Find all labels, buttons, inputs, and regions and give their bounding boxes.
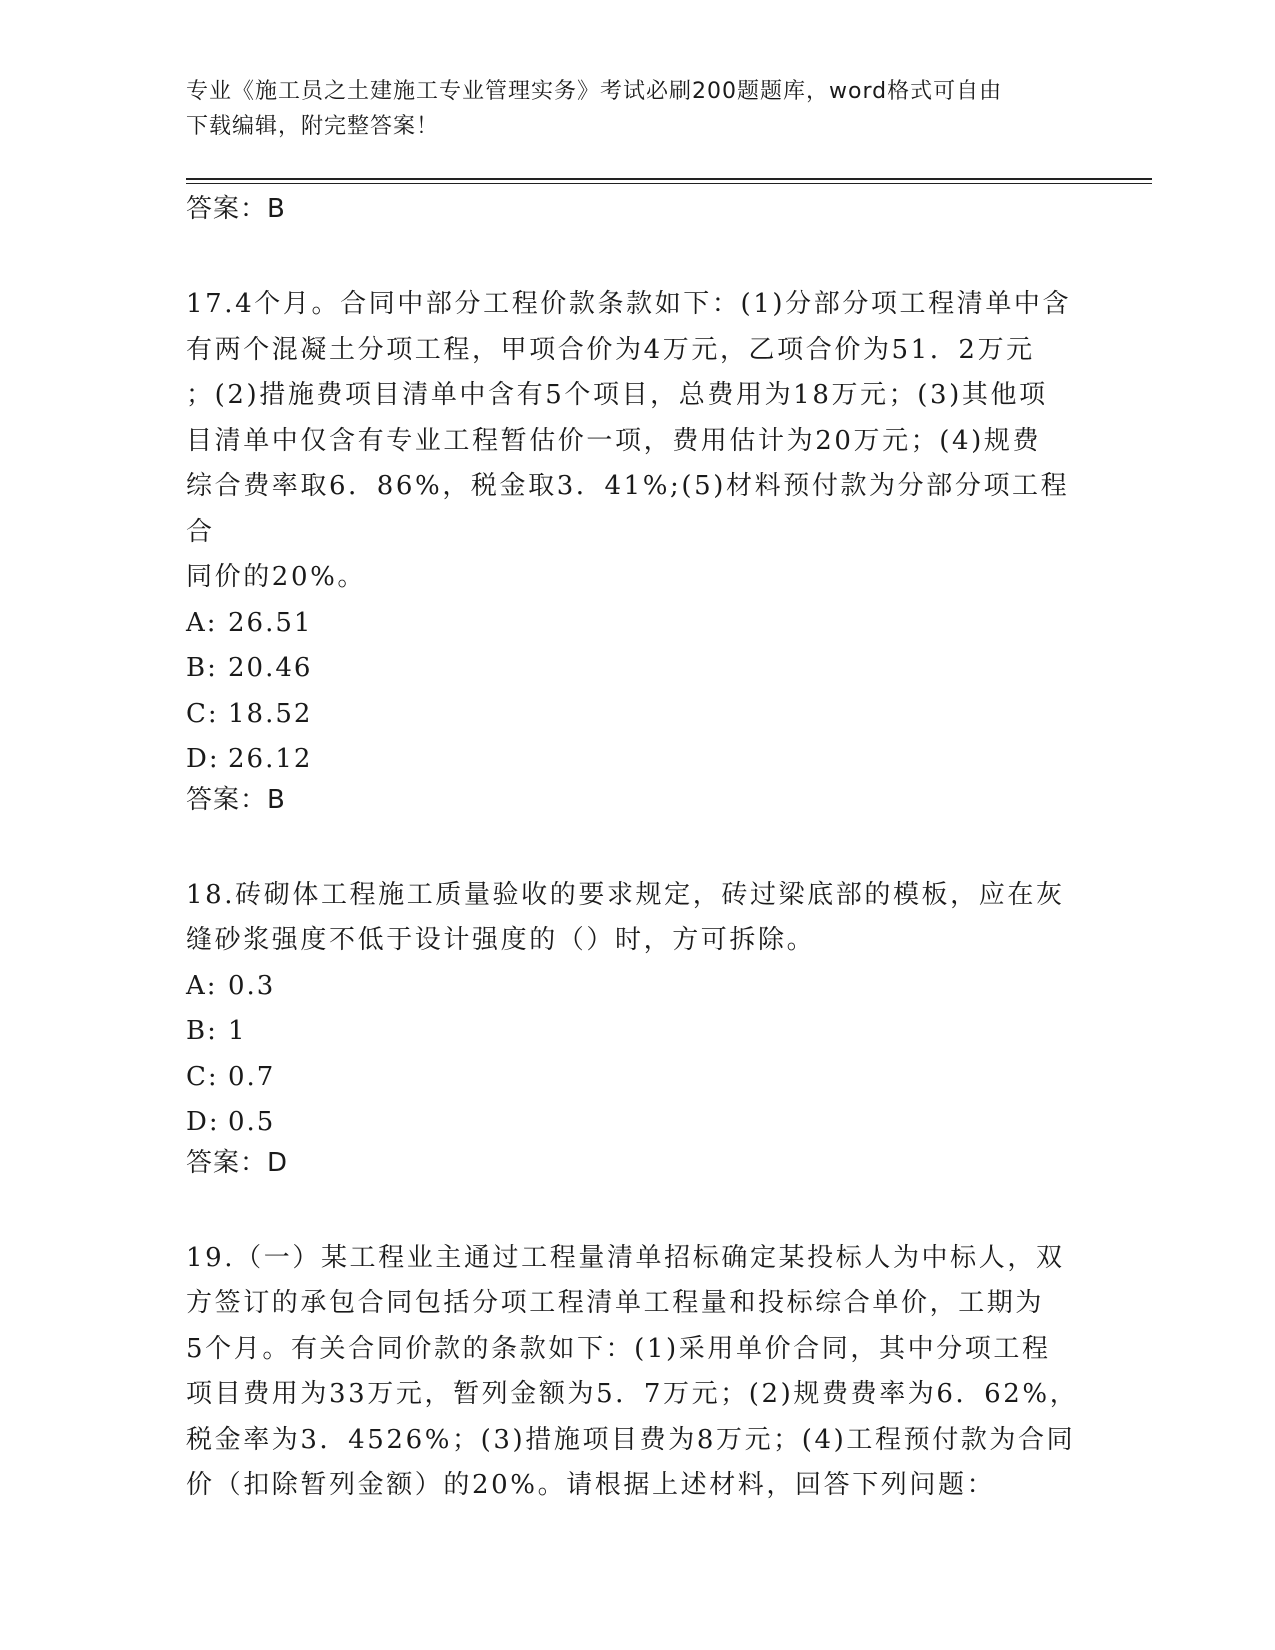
option-a	[186, 964, 1086, 1010]
question-line: 税金率为3．4526%；(3)措施项目费为8万元；(4)工程预付款为合同	[186, 1424, 1076, 1455]
option-letter: A:	[186, 607, 218, 638]
option-b	[186, 646, 1086, 692]
question-19	[186, 1236, 1086, 1509]
option-value: 0.5	[228, 1107, 276, 1137]
question-line: 17.4个月。合同中部分工程价款条款如下：(1)分部分项工程清单中含	[186, 289, 1072, 319]
question-line: 项目费用为33万元，暂列金额为5．7万元；(2)规费费率为6．62%，	[186, 1379, 1079, 1409]
question-line: 5个月。有关合同价款的条款如下：(1)采用单价合同，其中分项工程	[186, 1333, 1051, 1364]
option-value: 26.12	[228, 744, 313, 774]
option-letter: C:	[186, 698, 219, 729]
option-c	[186, 1055, 1086, 1101]
question-line: 缝砂浆强度不低于设计强度的（）时，方可拆除。	[186, 925, 816, 955]
option-value: 0.3	[228, 970, 276, 1001]
option-d	[186, 737, 1086, 783]
option-letter: C:	[186, 1061, 219, 1092]
question-line: 综合费率取6．86%，税金取3．41%;(5)材料预付款为分部分项工程合	[186, 471, 1070, 547]
question-line: ；(2)措施费项目清单中含有5个项目，总费用为18万元；(3)其他项	[186, 380, 1048, 410]
page-header	[186, 74, 1086, 144]
option-letter: B:	[186, 1016, 218, 1046]
question-line: 19.（一）某工程业主通过工程量清单招标确定某投标人为中标人，双	[186, 1242, 1065, 1273]
option-letter: B:	[186, 653, 218, 683]
question-line: 18.砖砌体工程施工质量验收的要求规定，砖过梁底部的模板，应在灰	[186, 879, 1065, 910]
option-letter: D:	[186, 1107, 220, 1137]
answer-q16: 答案：B	[186, 194, 286, 224]
question-line: 目清单中仅含有专业工程暂估价一项，费用估计为20万元；(4)规费	[186, 425, 1042, 456]
question-17	[186, 282, 1086, 817]
answer-q17: 答案：B	[186, 784, 286, 815]
answer-q18: 答案：D	[186, 1147, 289, 1178]
option-letter: A:	[186, 970, 218, 1001]
option-value: 20.46	[228, 653, 313, 683]
option-c	[186, 692, 1086, 738]
option-d	[186, 1100, 1086, 1146]
option-letter: D:	[186, 744, 220, 774]
question-line: 同价的20%。	[186, 562, 366, 592]
question-18	[186, 873, 1086, 1180]
option-a	[186, 601, 1086, 647]
header-line-1: 专业《施工员之土建施工专业管理实务》考试必刷200题题库，word格式可自由	[186, 79, 1003, 104]
question-line: 方签订的承包合同包括分项工程清单工程量和投标综合单价，工期为	[186, 1288, 1045, 1318]
option-b	[186, 1009, 1086, 1055]
question-line: 有两个混凝土分项工程，甲项合价为4万元，乙项合价为51．2万元	[186, 334, 1035, 365]
header-rule	[186, 178, 1152, 184]
document-body	[186, 192, 1086, 1509]
option-value: 1	[228, 1016, 247, 1046]
header-line-2: 下载编辑，附完整答案！	[186, 114, 440, 139]
question-line: 价（扣除暂列金额）的20%。请根据上述材料，回答下列问题：	[186, 1470, 996, 1500]
option-value: 0.7	[228, 1061, 276, 1092]
option-value: 26.51	[228, 607, 313, 638]
option-value: 18.52	[228, 698, 313, 729]
